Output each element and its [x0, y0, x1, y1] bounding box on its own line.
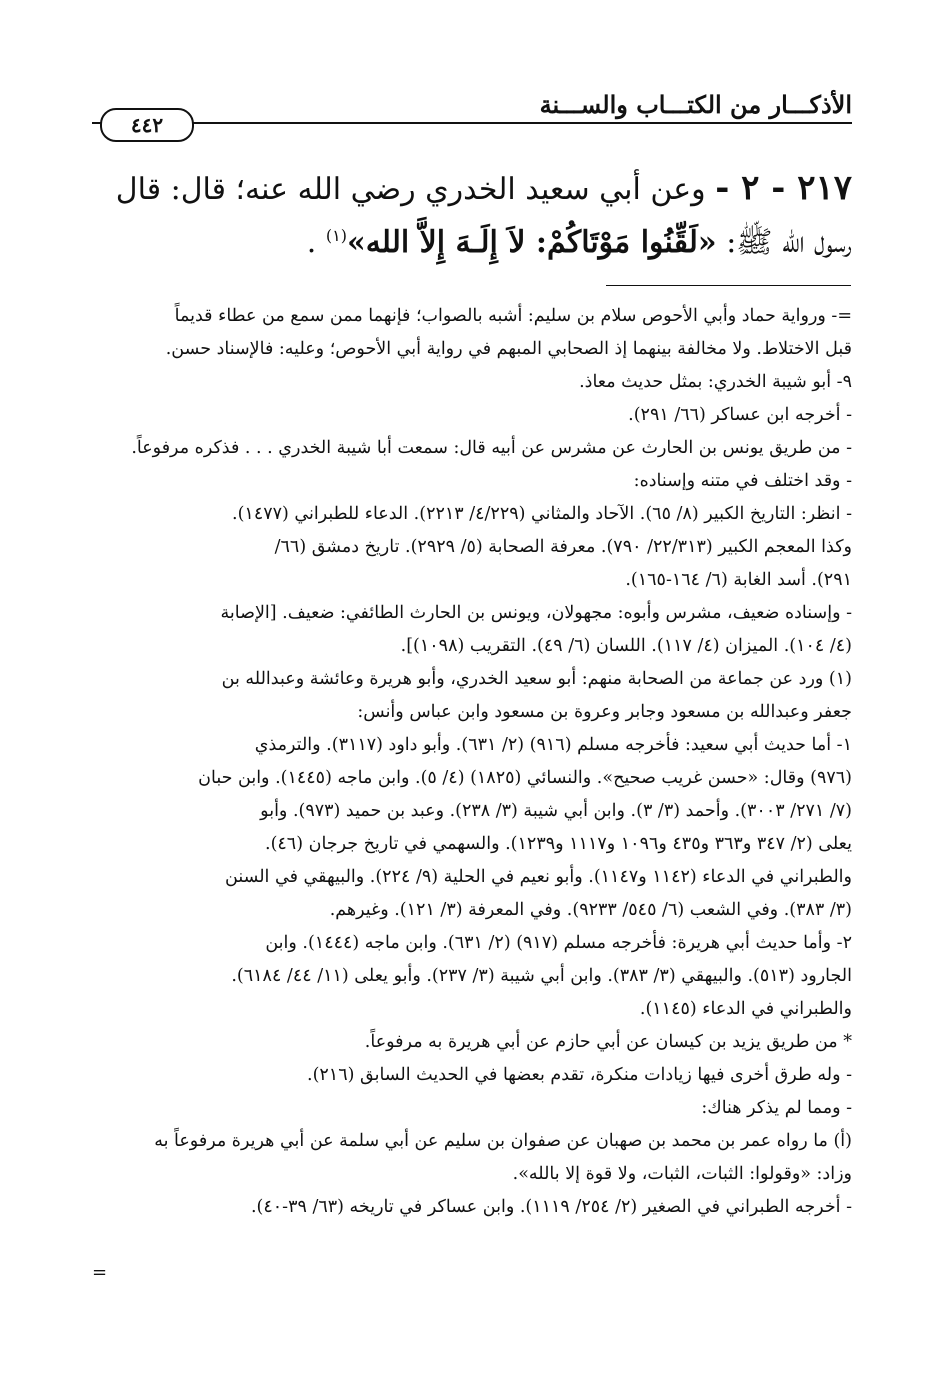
footnote-line: يعلى (٢/ ٣٤٧ و٣٦٣ و٤٣٥ و١٠٩٦ و١١١٧ و١٢٣٩). والسهمي في تاريخ جرجان (٤٦). [265, 834, 852, 854]
footnote-line: الجارود (٥١٣). والبيهقي (٣/ ٣٨٣). وابن أبي شيبة (٣/ ٢٣٧). وأبو يعلى (١١/ ٤٤/ ٦١٨٤). [231, 966, 852, 986]
hadith-number: ٢١٧ - ٢ - [715, 168, 852, 208]
footnote-line: - وإسناده ضعيف، مشرس وأبوه: مجهولان، ويونس بن الحارث الطائفي: ضعيف. [الإصابة [220, 603, 852, 623]
page-number-badge: ٤٤٢ [100, 108, 194, 142]
footnote-line: قبل الاختلاط. ولا مخالفة بينهما إذ الصحابي المبهم في رواية أبي الأحوص؛ وعليه: فالإسناد حسن. [165, 339, 852, 359]
footnote-line: ٢٩١). أسد الغابة (٦/ ١٦٤-١٦٥). [625, 570, 852, 590]
footnote-line: جعفر وعبدالله بن مسعود وجابر وعروة بن مسعود وابن عباس وأنس: [357, 702, 852, 722]
footnote-line: (أ) ما رواه عمر بن محمد بن صهبان عن صفوان بن سليم عن أبي سلمة عن أبي هريرة مرفوعاً به [154, 1131, 852, 1151]
header-rule [92, 122, 852, 124]
footnote-line: - من طريق يونس بن الحارث عن مشرس عن أبيه قال: سمعت أبا شيبة الخدري . . . فذكره مرفوعاً. [131, 438, 852, 458]
hadith-end: . [306, 225, 317, 260]
footnote-line: * من طريق يزيد بن كيسان عن أبي حازم عن أبي هريرة به مرفوعاً. [364, 1032, 852, 1052]
footnote-line: ٩- أبو شيبة الخدري: بمثل حديث معاذ. [579, 372, 852, 392]
main-line-1 [92, 165, 852, 213]
footnote-separator [606, 285, 851, 286]
footnote-line: (٧/ ٢٧١/ ٣٠٠٣). وأحمد (٣/ ٣). وابن أبي شيبة (٣/ ٢٣٨). وعبد بن حميد (٩٧٣). وأبو [260, 801, 852, 821]
footnote-ref: (١) [325, 226, 347, 245]
footnotes-block [92, 300, 852, 1224]
footnote-line: وزاد: «وقولوا: الثبات، الثبات، ولا قوة إلا بالله». [512, 1164, 852, 1184]
main-line-2 [92, 213, 852, 266]
footnote-line: =- ورواية حماد وأبي الأحوص سلام بن سليم: أشبه بالصواب؛ فإنهما ممن سمع من عطاء قديماً [174, 306, 852, 326]
running-title: الأذكـــار من الكتـــاب والســـنة [539, 90, 852, 119]
footnote-line: - أخرجه ابن عساكر (٦٦/ ٢٩١). [628, 405, 852, 425]
footnote-line: ٢- وأما حديث أبي هريرة: فأخرجه مسلم (٩١٧) (٢/ ٦٣١). وابن ماجه (١٤٤٤). وابن [265, 933, 852, 953]
footnote-line: (٤/ ١٠٤). الميزان (٤/ ١١٧). اللسان (٦/ ٤٩). التقريب (١٠٩٨)]. [400, 636, 852, 656]
footnote-line: والطبراني في الدعاء (١١٤٥). [639, 999, 852, 1019]
hadith-quote: «لَقِّنُوا مَوْتَاكُمْ: لاَ إِلَـهَ إِلاَّ الله» [346, 225, 717, 260]
footnote-line: - وقد اختلف في متنه وإسناده: [633, 471, 852, 491]
footnote-line: والطبراني في الدعاء (١١٤٢ و١١٤٧). وأبو نعيم في الحلية (٩/ ٢٢٤). والبيهقي في السنن [225, 867, 852, 887]
footnote-line: - ومما لم يذكر هناك: [701, 1098, 852, 1118]
footnote-line: (٩٧٦) وقال: «حسن غريب صحيح». والنسائي (١٨٢٥) (٤/ ٥). وابن ماجه (١٤٤٥). وابن حبان [198, 768, 852, 788]
footnote-line: ١- أما حديث أبي سعيد: فأخرجه مسلم (٩١٦) (٢/ ٦٣١). وأبو داود (٣١١٧). والترمذي [254, 735, 852, 755]
footnote-line: وكذا المعجم الكبير (٢٢/٣١٣/ ٧٩٠). معرفة الصحابة (٥/ ٢٩٢٩). تاريخ دمشق (٦٦/ [274, 537, 852, 557]
footnote-line: - أخرجه الطبراني في الصغير (٢/ ٢٥٤/ ١١١٩). وابن عساكر في تاريخه (٦٣/ ٣٩-٤٠). [250, 1197, 852, 1217]
continuation-mark: = [92, 1262, 108, 1283]
footnote-line: (١) ورد عن جماعة من الصحابة منهم: أبو سعيد الخدري، وأبو هريرة وعائشة وعبدالله بن [221, 669, 852, 689]
footnote-line: - وله طرق أخرى فيها زيادات منكرة، تقدم بعضها في الحديث السابق (٢١٦). [307, 1065, 852, 1085]
hadith-line-1: وعن أبي سعيد الخدري رضي الله عنه؛ قال: قال [115, 172, 706, 207]
hadith-line-2-prefix: رسول الله ﷺ: [726, 225, 852, 260]
footnote-line: - انظر: التاريخ الكبير (٨/ ٦٥). الآحاد والمثاني (٤/٢٢٩/ ٢٢١٣). الدعاء للطبراني (١٤٧٧). [232, 504, 852, 524]
main-hadith-text [92, 165, 852, 266]
footnote-line: (٣/ ٣٨٣). وفي الشعب (٦/ ٥٤٥/ ٩٢٣٣). وفي المعرفة (٣/ ١٢١). وغيرهم. [329, 900, 852, 920]
page-header [92, 78, 852, 142]
